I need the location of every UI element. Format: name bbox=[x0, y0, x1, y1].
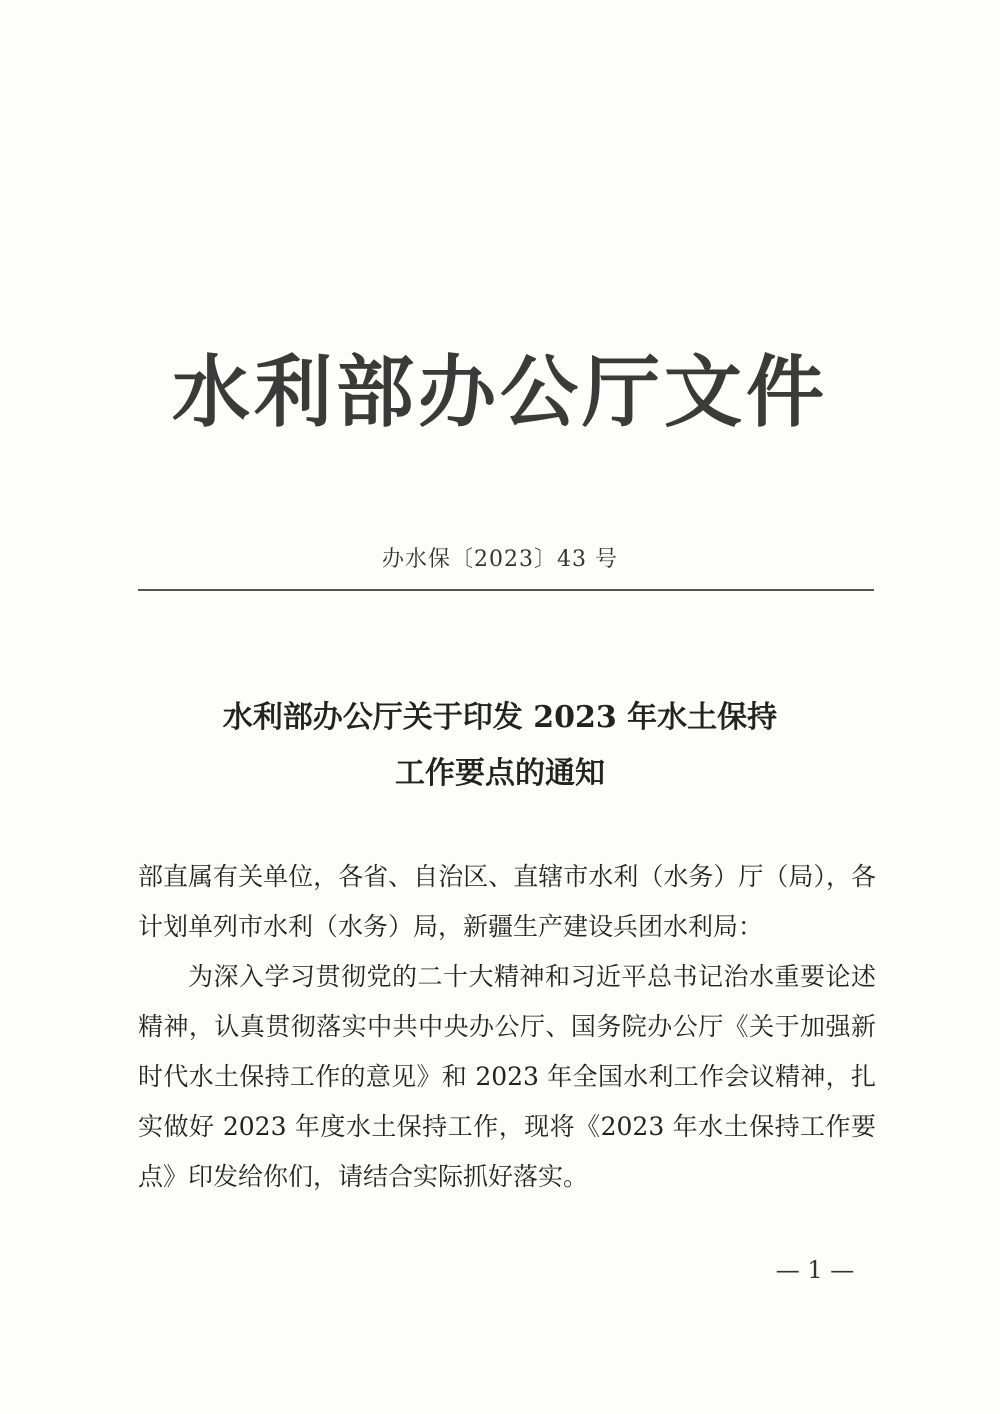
header-divider bbox=[138, 589, 874, 591]
notice-body bbox=[138, 852, 876, 1202]
notice-title bbox=[0, 690, 1000, 802]
notice-title-line2: 工作要点的通知 bbox=[395, 756, 605, 791]
page-number: — 1 — bbox=[775, 1256, 855, 1284]
document-header-title: 水利部办公厅文件 bbox=[171, 348, 828, 438]
notice-title-line1: 水利部办公厅关于印发 2023 年水土保持 bbox=[222, 700, 778, 735]
body-paragraph: 为深入学习贯彻党的二十大精神和习近平总书记治水重要论述精神，认真贯彻落实中共中央办公厅、国务院办公厅《关于加强新时代水土保持工作的意见》和 2023 年全国水利工作会议精神，扎实做好 2023 年度水土保持工作，现将《2023 年水土保持工作要点》印发给你们，请结合实际抓好落实。 bbox=[138, 962, 876, 1191]
salutation: 部直属有关单位，各省、自治区、直辖市水利（水务）厅（局），各计划单列市水利（水务）局，新疆生产建设兵团水利局： bbox=[138, 862, 876, 941]
document-number: 办水保〔2023〕43 号 bbox=[382, 547, 618, 572]
